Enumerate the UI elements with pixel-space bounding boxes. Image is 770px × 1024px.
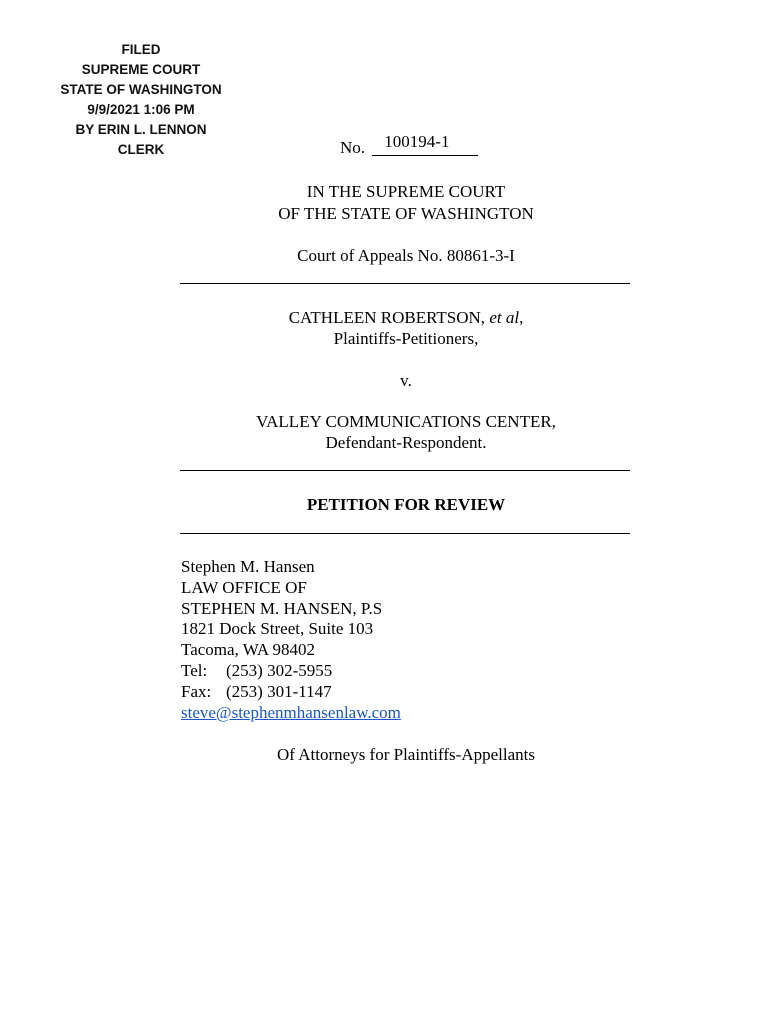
address-line2: Tacoma, WA 98402: [181, 640, 315, 660]
email-link[interactable]: steve@stephenmhansenlaw.com: [181, 702, 401, 722]
attorneys-for: Of Attorneys for Plaintiffs-Appellants: [277, 745, 535, 764]
firm-line2: STEPHEN M. HANSEN, P.S: [181, 598, 383, 618]
versus: v.: [400, 371, 412, 390]
case-number-label: No.: [340, 138, 366, 157]
divider-middle: [180, 470, 630, 471]
case-number: [340, 132, 478, 158]
document-title: PETITION FOR REVIEW: [306, 495, 506, 514]
firm-line1: LAW OFFICE OF: [181, 577, 307, 597]
plaintiff-role: Plaintiffs-Petitioners,: [333, 329, 479, 348]
divider-top: [180, 283, 630, 284]
fax: [181, 682, 401, 703]
fax-label: Fax:: [181, 681, 212, 701]
defendant-name: VALLEY COMMUNICATIONS CENTER,: [256, 412, 556, 431]
tel-number: (253) 302-5955: [226, 660, 333, 680]
case-number-value: 100194-1: [384, 132, 450, 151]
stamp-state: STATE OF WASHINGTON: [60, 82, 222, 97]
stamp-by: BY ERIN L. LENNON: [75, 122, 207, 137]
divider-bottom: [180, 533, 630, 534]
attorney-name: Stephen M. Hansen: [181, 557, 315, 576]
court-name-line2: OF THE STATE OF WASHINGTON: [278, 204, 534, 223]
plaintiff-name-text: CATHLEEN ROBERTSON,: [288, 308, 490, 327]
plaintiff-et-al: et al: [489, 308, 520, 327]
defendant-role: Defendant-Respondent.: [325, 433, 487, 452]
stamp-datetime: 9/9/2021 1:06 PM: [87, 102, 195, 117]
plaintiff-name: [180, 307, 632, 328]
address-line1: 1821 Dock Street, Suite 103: [181, 619, 374, 639]
plaintiff-comma: ,: [519, 308, 524, 327]
case-number-field: [372, 132, 478, 156]
stamp-filed: FILED: [121, 42, 161, 57]
appeals-number: Court of Appeals No. 80861-3-I: [297, 246, 515, 265]
telephone: [181, 661, 401, 682]
filing-stamp: [40, 40, 242, 160]
stamp-court: SUPREME COURT: [81, 62, 201, 77]
attorney-block: [181, 557, 401, 723]
court-name-line1: IN THE SUPREME COURT: [306, 182, 506, 201]
stamp-clerk: CLERK: [117, 142, 165, 157]
tel-label: Tel:: [181, 660, 208, 680]
fax-number: (253) 301-1147: [226, 681, 332, 701]
